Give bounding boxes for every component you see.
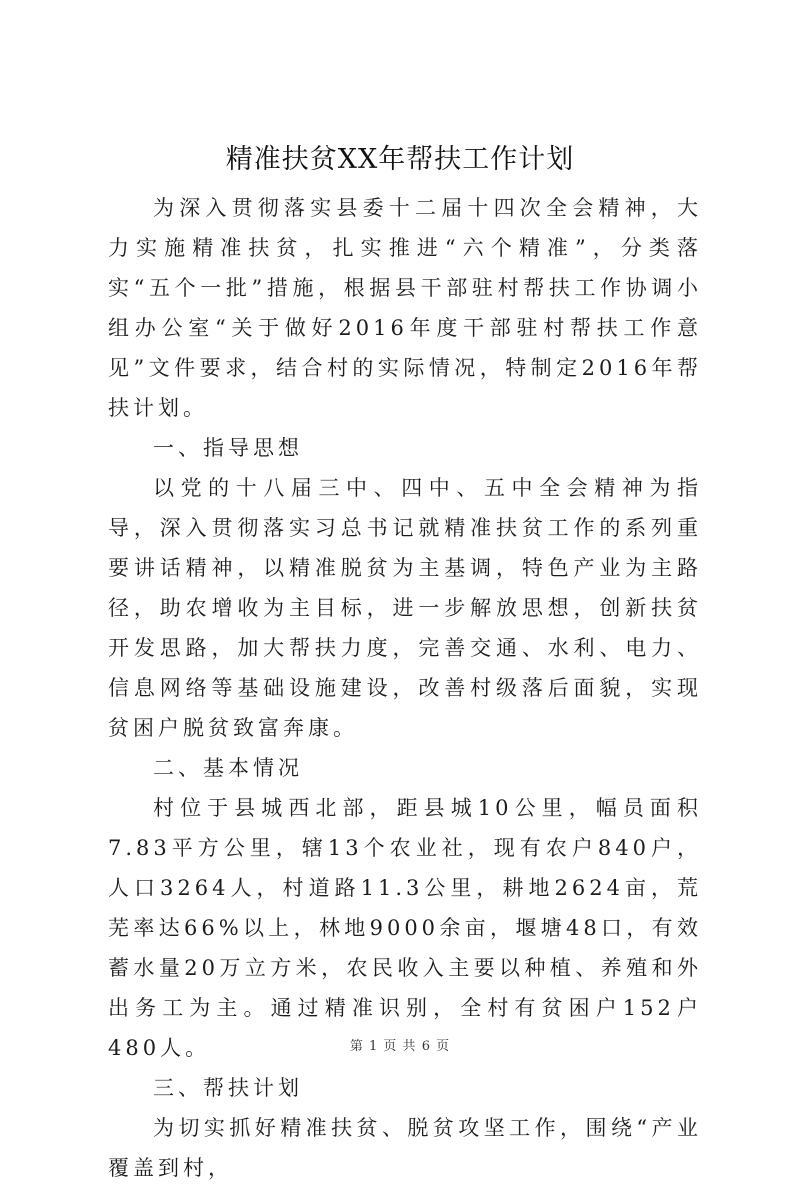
page-footer: 第 1 页 共 6 页 [349,1039,451,1054]
assistance-plan-paragraph: 为切实抓好精准扶贫、脱贫攻坚工作，围绕“产业覆盖到村， [108,1116,702,1180]
document-title: 精准扶贫XX年帮扶工作计划 [225,144,575,175]
section-heading-basic-situation: 二、基本情况 [153,756,303,780]
section-heading-guiding-ideology: 一、指导思想 [153,436,303,460]
section-heading-assistance-plan: 三、帮扶计划 [153,1076,303,1100]
basic-situation-paragraph: 村位于县城西北部，距县城10公里，幅员面积7.83平方公里，辖13个农业社，现有农户840户，人口3264人，村道路11.3公里，耕地2624亩，荒芜率达66%以上，林地9000余亩，堰塘48口，有效蓄水量20万立方米，农民收入主要以种植、养殖和外出务工为主。通过精准识别，全村有贫困户152户480人。 [108,796,702,1060]
guiding-ideology-paragraph: 以党的十八届三中、四中、五中全会精神为指导，深入贯彻落实习总书记就精准扶贫工作的系列重要讲话精神，以精准脱贫为主基调，特色产业为主路径，助农增收为主目标，进一步解放思想，创新扶贫开发思路，加大帮扶力度，完善交通、水利、电力、信息网络等基础设施建设，改善村级落后面貌，实现贫困户脱贫致富奔康。 [108,476,702,740]
intro-paragraph: 为深入贯彻落实县委十二届十四次全会精神，大力实施精准扶贫，扎实推进“六个精准”，分类落实“五个一批”措施，根据县干部驻村帮扶工作协调小组办公室“关于做好2016年度干部驻村帮扶工作意见”文件要求，结合村的实际情况，特制定2016年帮扶计划。 [108,196,702,420]
